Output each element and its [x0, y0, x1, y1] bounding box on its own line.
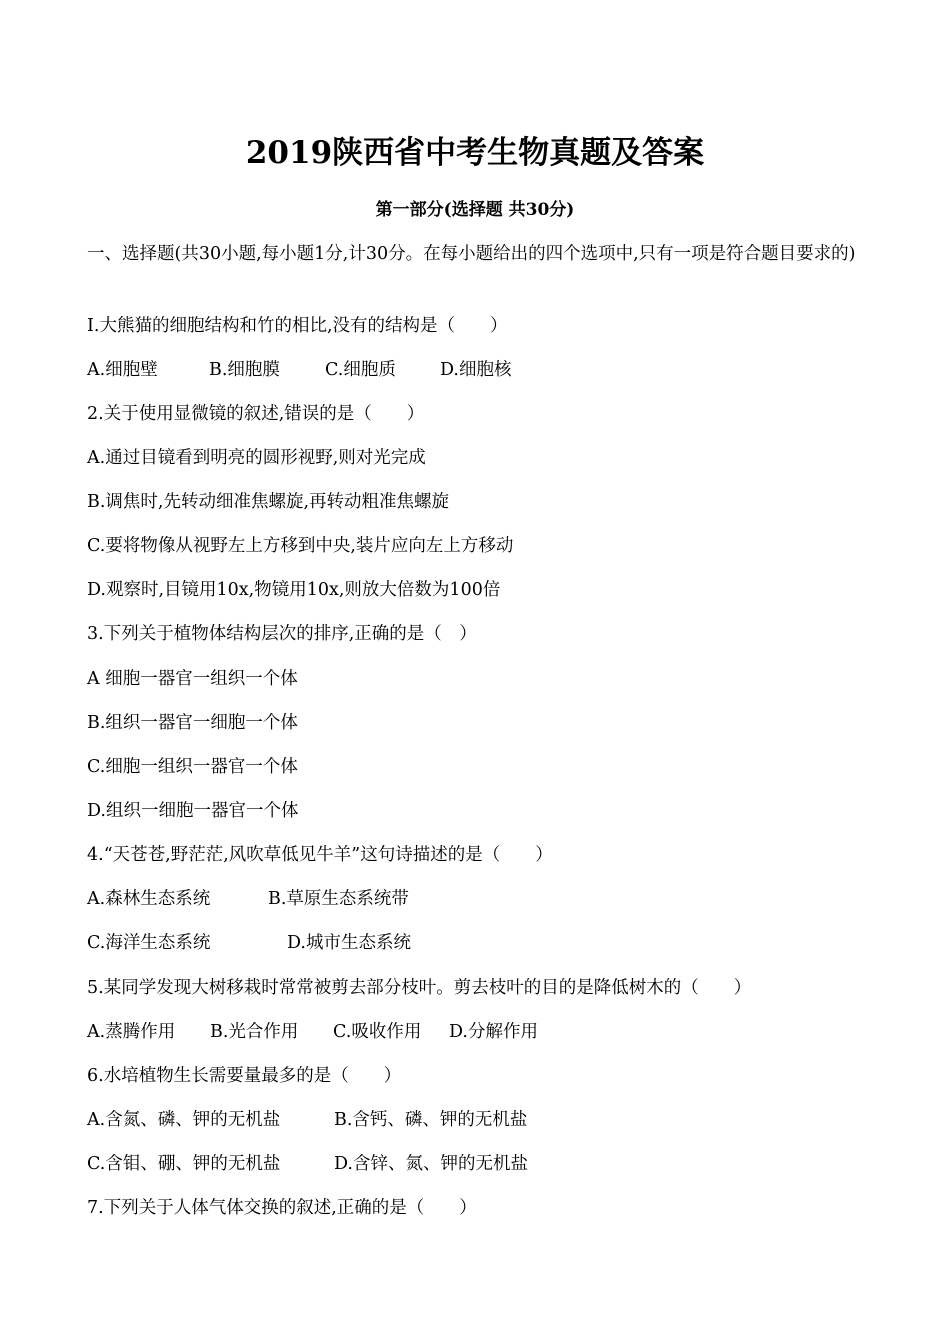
question-option: B.调焦时,先转动细准焦螺旋,再转动粗准焦螺旋 — [87, 492, 450, 512]
question-option: C.细胞一组织一器官一个体 — [87, 757, 298, 777]
question-stem: 7.下列关于人体气体交换的叙述,正确的是（ ） — [87, 1198, 477, 1218]
question-stem: 2.关于使用显微镜的叙述,错误的是（ ） — [87, 404, 425, 424]
question-option: D.细胞核 — [440, 360, 512, 380]
question-option: A.细胞壁 — [87, 360, 158, 380]
question-option: A 细胞一器官一组织一个体 — [87, 669, 298, 689]
question-stem: I.大熊猫的细胞结构和竹的相比,没有的结构是（ ） — [87, 316, 508, 336]
question-option: C.含钼、硼、钾的无机盐 — [87, 1154, 281, 1174]
question-option: B.细胞膜 — [209, 360, 280, 380]
question-option: C.要将物像从视野左上方移到中央,装片应向左上方移动 — [87, 536, 514, 556]
question-option: A.森林生态系统 — [87, 889, 211, 909]
question-option: B.含钙、磷、钾的无机盐 — [334, 1110, 528, 1130]
question-option: C.吸收作用 — [333, 1022, 422, 1042]
question-option: C.海洋生态系统 — [87, 933, 211, 953]
question-option: A.通过目镜看到明亮的圆形视野,则对光完成 — [87, 448, 426, 468]
question-option: D.组织一细胞一器官一个体 — [87, 801, 299, 821]
question-stem: 6.水培植物生长需要量最多的是（ ） — [87, 1066, 402, 1086]
question-option: A.含氮、磷、钾的无机盐 — [87, 1110, 281, 1130]
instructions: 一、选择题(共30小题,每小题1分,计30分。在每小题给出的四个选项中,只有一项是符合题目要求的) — [87, 244, 856, 264]
question-stem: 4.“天苍苍,野茫茫,风吹草低见牛羊”这句诗描述的是（ ） — [87, 845, 553, 865]
question-option: D.城市生态系统 — [287, 933, 411, 953]
question-option: B.光合作用 — [210, 1022, 299, 1042]
section-heading: 第一部分(选择题 共30分) — [375, 200, 575, 220]
question-stem: 5.某同学发现大树移栽时常常被剪去部分枝叶。剪去枝叶的目的是降低树木的（ ） — [87, 978, 752, 998]
question-option: B.组织一器官一细胞一个体 — [87, 713, 298, 733]
document-title: 2019陕西省中考生物真题及答案 — [245, 135, 705, 171]
question-option: C.细胞质 — [325, 360, 396, 380]
question-option: D.含锌、氮、钾的无机盐 — [334, 1154, 528, 1174]
question-option: A.蒸腾作用 — [87, 1022, 176, 1042]
question-option: B.草原生态系统带 — [268, 889, 409, 909]
question-stem: 3.下列关于植物体结构层次的排序,正确的是（ ） — [87, 624, 477, 644]
question-option: D.分解作用 — [449, 1022, 538, 1042]
question-option: D.观察时,目镜用10x,物镜用10x,则放大倍数为100倍 — [87, 580, 501, 600]
